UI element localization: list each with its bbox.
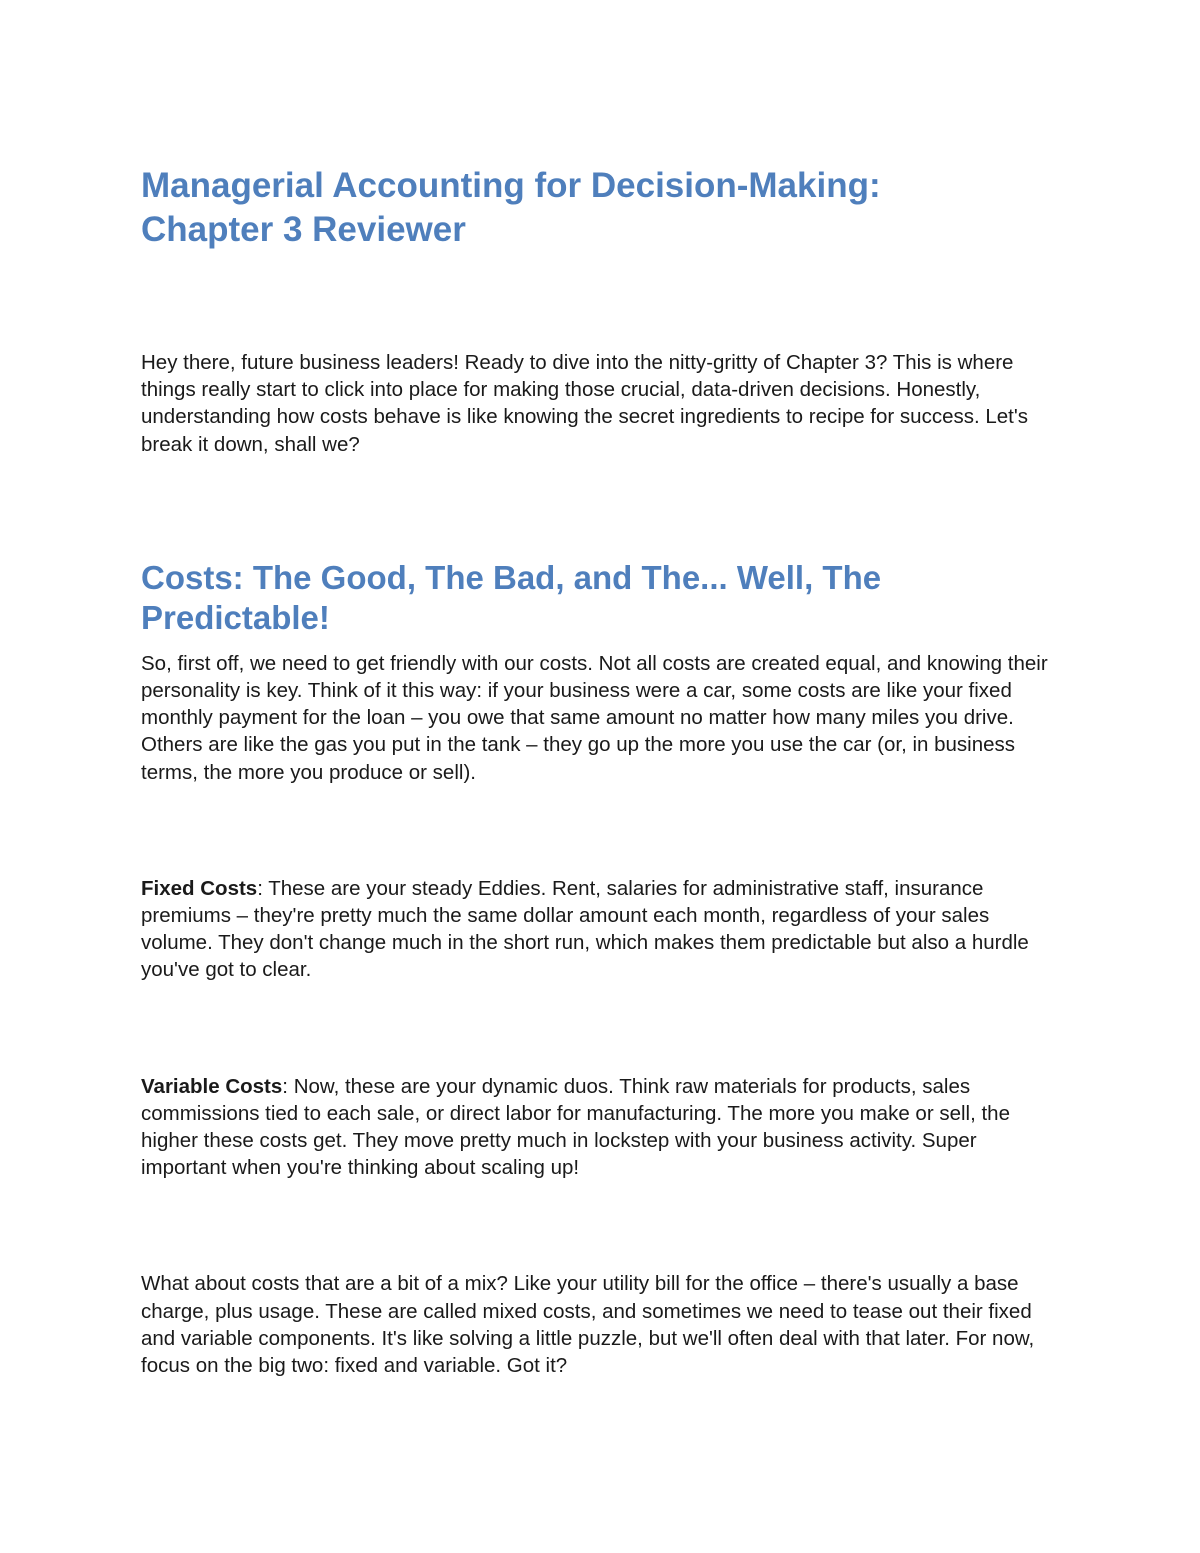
- fixed-costs-paragraph: [141, 875, 1061, 984]
- document-body: [141, 164, 1061, 1379]
- section-heading-line-2: Predictable!: [141, 598, 330, 636]
- section-lead-paragraph: So, first off, we need to get friendly with our costs. Not all costs are created equal, and knowing their personality is key. Think of it this way: if your business were a car, some costs are like your fixed monthly payment for the loan – you owe that same amount no matter how many miles you drive. Others are like the gas you put in the tank – they go up the more you use the car (or, in business terms, the more you produce or sell).: [141, 651, 1048, 784]
- fixed-costs-term: Fixed Costs: [141, 876, 258, 900]
- variable-costs-paragraph: [141, 1073, 1061, 1182]
- document-title: [141, 164, 1061, 252]
- mixed-costs-paragraph: What about costs that are a bit of a mix? Like your utility bill for the office – there's usually a base charge, plus usage. These are called mixed costs, and sometimes we need to tease out their fixed and variable components. It's like solving a little puzzle, but we'll often deal with that later. For now, focus on the big two: fixed and variable. Got it?: [141, 1272, 1035, 1378]
- document-title-line-2: Chapter 3 Reviewer: [141, 210, 466, 249]
- variable-costs-description: : Now, these are your dynamic duos. Think raw materials for products, sales commissions tied to each sale, or direct labor for manufacturing. The more you make or sell, the higher these costs get. They move pretty much in lockstep with your business activity. Super important when you're thinking about scaling up!: [141, 1074, 1010, 1180]
- variable-costs-term: Variable Costs: [141, 1074, 283, 1098]
- document-title-line-1: Managerial Accounting for Decision-Making:: [141, 166, 881, 205]
- section-heading-line-1: Costs: The Good, The Bad, and The... Well, The: [141, 558, 882, 596]
- intro-paragraph: Hey there, future business leaders! Ready to dive into the nitty-gritty of Chapter 3? This is where things really start to click into place for making those crucial, data-driven decisions. Honestly, understanding how costs behave is like knowing the secret ingredients to recipe for success. Let's break it down, shall we?: [141, 351, 1029, 456]
- fixed-costs-description: : These are your steady Eddies. Rent, salaries for administrative staff, insurance premiums – they're pretty much the same dollar amount each month, regardless of your sales volume. They don't change much in the short run, which makes them predictable but also a hurdle you've got to clear.: [141, 876, 1029, 982]
- section-heading: [141, 558, 1061, 638]
